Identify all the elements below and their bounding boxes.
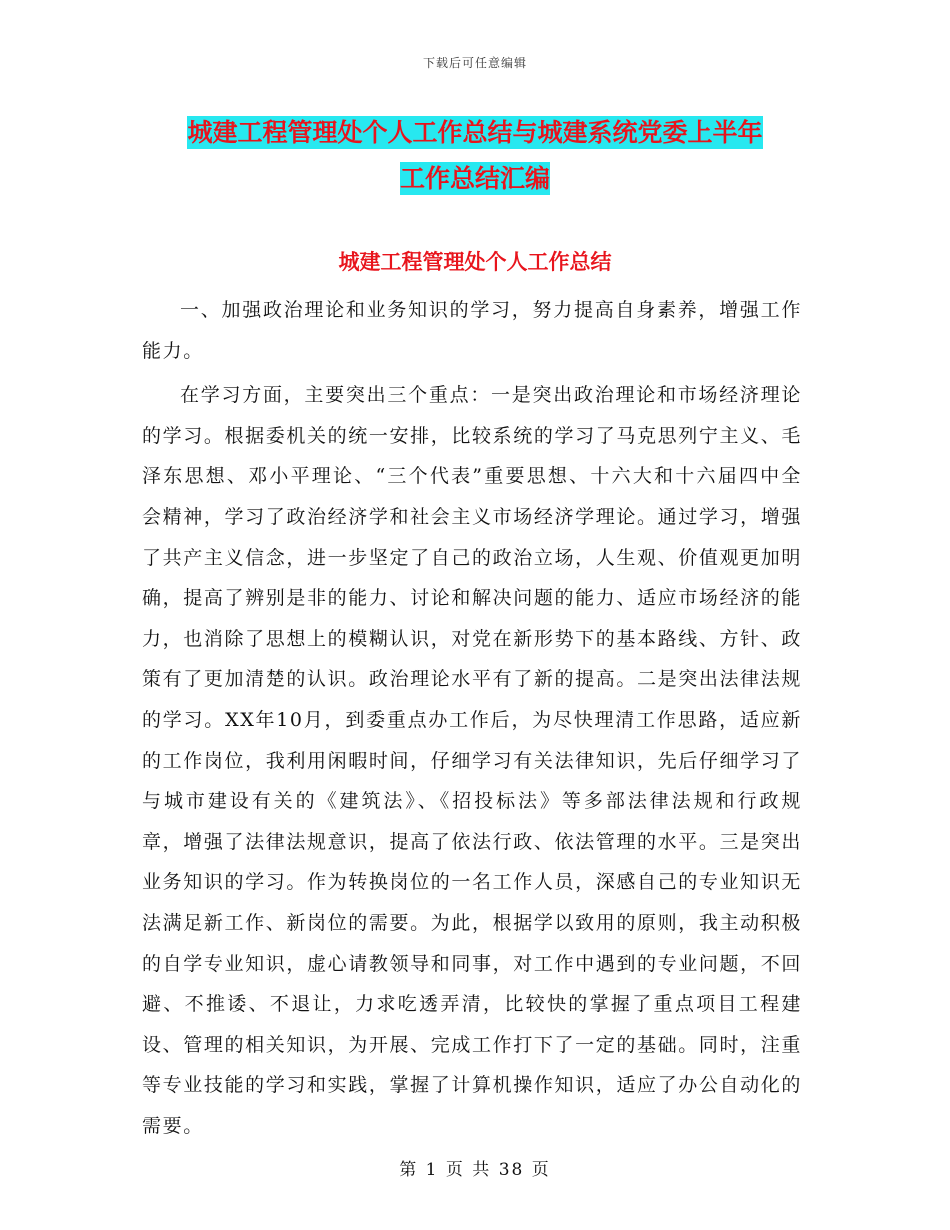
page-number-footer: 第 1 页 共 38 页	[399, 1160, 551, 1180]
section-title: 城建工程管理处个人工作总结	[338, 250, 612, 274]
document-title	[0, 110, 950, 202]
document-title-line-1: 城建工程管理处个人工作总结与城建系统党委上半年	[187, 118, 763, 147]
paragraph-heading: 一、加强政治理论和业务知识的学习，努力提高自身素养，增强工作能力。	[142, 299, 802, 362]
document-title-line-2: 工作总结汇编	[399, 164, 550, 193]
document-body	[142, 290, 802, 1150]
paragraph-body: 在学习方面，主要突出三个重点：一是突出政治理论和市场经济理论的学习。根据委机关的统一安排，比较系统的学习了马克思列宁主义、毛泽东思想、邓小平理论、“三个代表”重要思想、十六大和十六届四中全会精神，学习了政治经济学和社会主义市场经济学理论。通过学习，增强了共产主义信念，进一步坚定了自己的政治立场，人生观、价值观更加明确，提高了辨别是非的能力、讨论和解决问题的能力、适应市场经济的能力，也消除了思想上的模糊认识，对党在新形势下的基本路线、方针、政策有了更加清楚的认识。政治理论水平有了新的提高。二是突出法律法规的学习。XX年10月，到委重点办工作后，为尽快理清工作思路，适应新的工作岗位，我利用闲暇时间，仔细学习有关法律知识，先后仔细学习了与城市建设有关的《建筑法》、《招投标法》等多部法律法规和行政规章，增强了法律法规意识，提高了依法行政、依法管理的水平。三是突出业务知识的学习。作为转换岗位的一名工作人员，深感自己的专业知识无法满足新工作、新岗位的需要。为此，根据学以致用的原则，我主动积极的自学专业知识，虚心请教领导和同事，对工作中遇到的专业问题，不回避、不推诿、不退让，力求吃透弄清，比较快的掌握了重点项目工程建设、管理的相关知识，为开展、完成工作打下了一定的基础。同时，注重等专业技能的学习和实践，掌握了计算机操作知识，适应了办公自动化的需要。	[142, 384, 802, 1137]
download-note: 下载后可任意编辑	[422, 56, 527, 70]
